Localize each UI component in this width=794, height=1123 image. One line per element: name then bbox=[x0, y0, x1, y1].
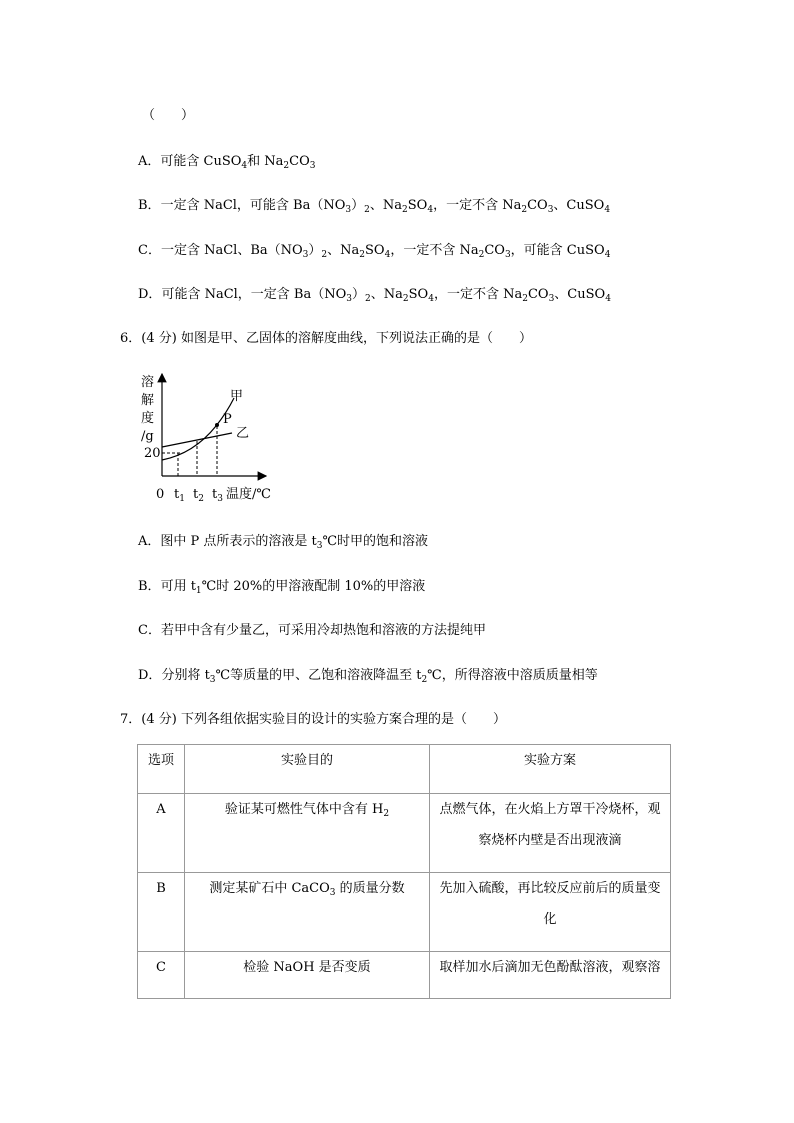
y-label-3: 度 bbox=[141, 411, 155, 426]
point-p bbox=[215, 423, 219, 427]
table-header-row bbox=[138, 745, 671, 794]
curve-jia bbox=[162, 398, 234, 460]
q5-option-b: B．一定含 NaCl，可能含 $Ba(NO_3)_2$、$Na_2SO_4$，一定不含 $Na_2CO_3$、CuSO$_4$ bbox=[138, 198, 611, 215]
row-option: A bbox=[138, 794, 185, 873]
row-option: B bbox=[138, 873, 185, 952]
header-plan: 实验方案 bbox=[430, 745, 671, 794]
x-tick-t1: $t_1$ bbox=[174, 487, 185, 504]
q6-option-d: D．分别将 $t_3℃$等质量的甲、乙饱和溶液降温至 $t_2℃$，所得溶液中溶质质量相等 bbox=[138, 668, 598, 685]
curve-jia-label: 甲 bbox=[230, 389, 244, 404]
header-option: 选项 bbox=[138, 745, 185, 794]
x-tick-t2: $t_2$ bbox=[193, 487, 204, 504]
row-option: C bbox=[138, 952, 185, 999]
q6-option-a: A．图中 P 点所表示的溶液是 $t_3℃$时甲的饱和溶液 bbox=[138, 534, 429, 551]
q5-option-c: C．一定含 NaCl、$Ba(NO_3)_2$、$Na_2SO_4$，一定不含 $Na_2CO_3$，可能含 CuSO$_4$ bbox=[138, 243, 611, 260]
q5-answer-blank: （ ） bbox=[142, 108, 195, 123]
header-aim: 实验目的 bbox=[185, 745, 430, 794]
solubility-curve-figure bbox=[138, 368, 288, 508]
row-plan: 先加入硫酸，再比较反应前后的质量变 化 bbox=[430, 873, 671, 952]
row-aim: 检验 NaOH 是否变质 bbox=[185, 952, 430, 999]
point-p-label: P bbox=[223, 412, 232, 427]
q6-option-c: C．若甲中含有少量乙，可采用冷却热饱和溶液的方法提纯甲 bbox=[138, 623, 486, 638]
q5-option-a: A．可能含 CuSO$_4$和 $Na_2CO_3$ bbox=[138, 154, 316, 171]
row-plan: 点燃气体，在火焰上方罩干冷烧杯，观 察烧杯内壁是否出现液滴 bbox=[430, 794, 671, 873]
y-label-4: /g bbox=[141, 429, 154, 444]
q7-stem: 7．(4 分) 下列各组依据实验目的设计的实验方案合理的是（ ） bbox=[120, 712, 506, 727]
y-tick-20: 20 bbox=[144, 446, 161, 461]
q6-stem: 6．(4 分) 如图是甲、乙固体的溶解度曲线，下列说法正确的是（ ） bbox=[120, 331, 532, 346]
x-tick-t3: $t_3$ bbox=[212, 487, 223, 504]
x-origin: 0 bbox=[156, 487, 165, 502]
row-aim: 验证某可燃性气体中含有 $H_2$ bbox=[185, 794, 430, 873]
table-row bbox=[138, 794, 671, 873]
x-label: 温度/℃ bbox=[226, 487, 271, 502]
q6-option-b: B．可用 $t_1℃$时 20%的甲溶液配制 10%的甲溶液 bbox=[138, 579, 426, 596]
y-label-1: 溶 bbox=[141, 375, 155, 390]
row-aim: 测定某矿石中 CaCO$_3$ 的质量分数 bbox=[185, 873, 430, 952]
table-row bbox=[138, 952, 671, 999]
y-label-2: 解 bbox=[141, 393, 155, 408]
row-plan: 取样加水后滴加无色酚酞溶液，观察溶 bbox=[430, 952, 671, 999]
q5-option-d: D．可能含 NaCl，一定含 $Ba(NO_3)_2$、$Na_2SO_4$，一定不含 $Na_2CO_3$、CuSO$_4$ bbox=[138, 287, 611, 304]
curve-yi-label: 乙 bbox=[236, 426, 250, 441]
table-row bbox=[138, 873, 671, 952]
experiment-table bbox=[137, 744, 671, 999]
